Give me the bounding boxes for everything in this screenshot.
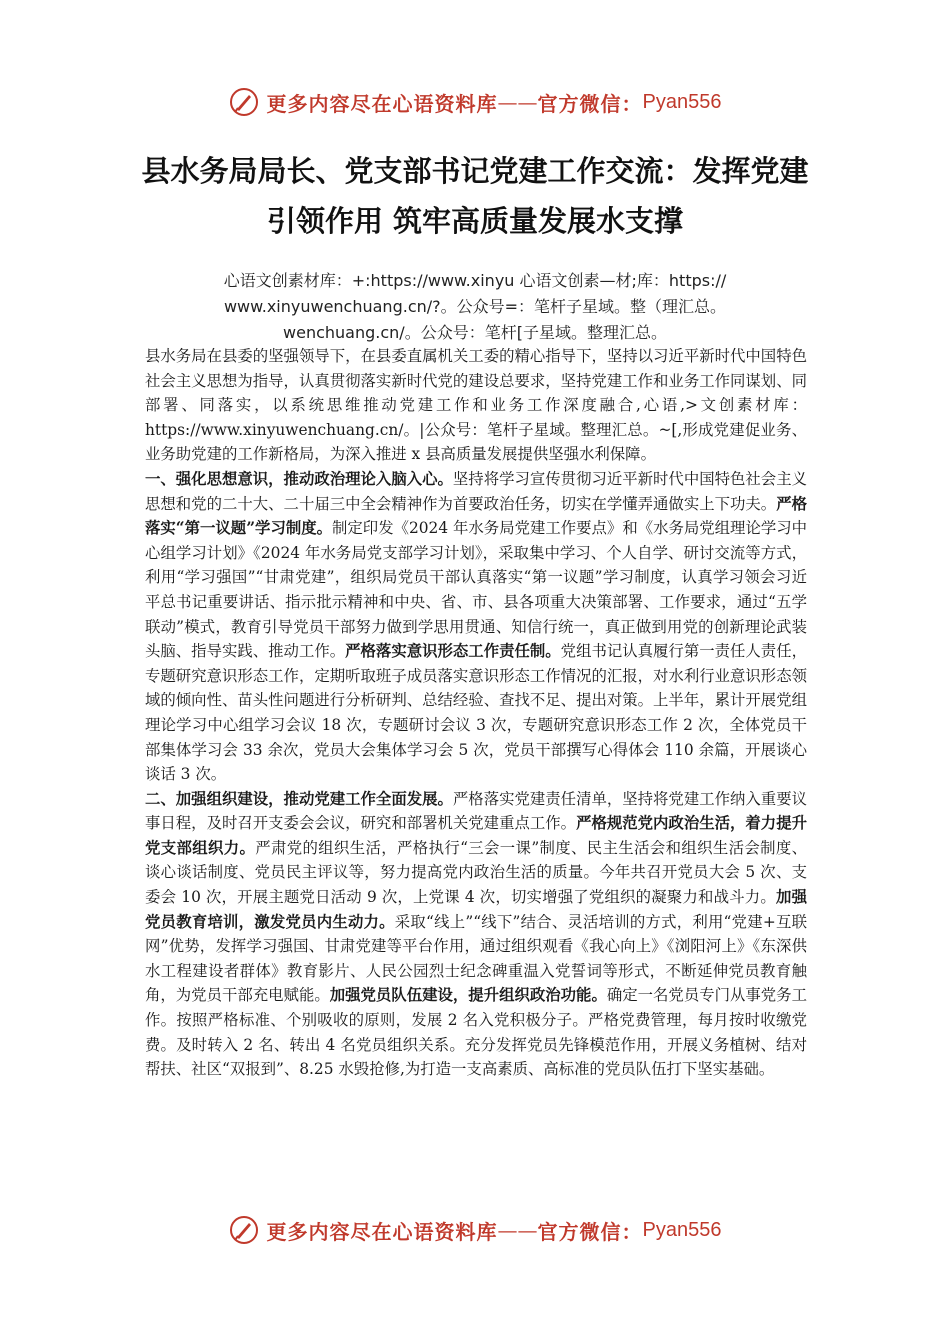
section-1-bold-2: 严格落实意识形态工作责任制。: [345, 642, 561, 661]
watermark-line-2: www.xinyuwenchuang.cn/?。公众号=：笔杆子星域。整（理汇总。: [223, 297, 727, 316]
watermark-text: [150, 268, 800, 346]
section-1-text-3: 党组书记认真履行第一责任人责任，专题研究意识形态工作，定期听取班子成员落实意识形态工作情况的汇报，对水利行业意识形态领域的倾向性、苗头性问题进行分析研判、总结经验、查找不足、提出对策。上半年，累计开展党组理论学习中心组学习会议 18 次，专题研讨会议 3 次，专题研究意识形态工作 2 次，全体党员干部集体学习会 33 余次，党员大会集体学习会 5 次，党员干部撰写心得体会 110 余篇，开展谈心谈话 3 次。: [145, 642, 807, 784]
header-banner: [0, 82, 950, 122]
intro-paragraph: 县水务局在县委的坚强领导下，在县委直属机关工委的精心指导下，坚持以习近平新时代中国特色社会主义思想为指导，认真贯彻落实新时代党的建设总要求，坚持党建工作和业务工作同谋划、同部署、同落实，以系统思维推动党建工作和业务工作深度融合,心语,>文创素材库：https://www.xinyuwenchuang.cn/。|公众号：笔杆子星域。整理汇总。~[,形成党建促业务、业务助党建的工作新格局，为深入推进 x 县高质量发展提供坚强水利保障。: [145, 347, 807, 464]
document-body: [145, 344, 807, 1082]
banner-handle: Pyan556: [642, 90, 722, 113]
banner-separator: ——: [497, 1218, 538, 1242]
section-2-bold-3: 加强党员队伍建设，提升组织政治功能。: [329, 986, 607, 1005]
section-1-heading: 一、强化思想意识，推动政治理论入脑入心。: [145, 469, 453, 488]
section-2-text-2: 严肃党的组织生活，严格执行“三会一课”制度、民主生活会和组织生活会制度、谈心谈话制度、党员民主评议等，努力提高党内政治生活的质量。今年共召开党员大会 5 次、支委会 10 次，开展主题党日活动 9 次，上党课 4 次，切实增强了党组织的凝聚力和战斗力。: [145, 838, 807, 907]
title-line-2: 引领作用 筑牢高质量发展水支撑: [266, 204, 684, 238]
section-2-bold-2: 加强党员教育培训，激发党员内生动力。: [145, 888, 807, 931]
section-2-heading: 二、加强组织建设，推动党建工作全面发展。: [145, 789, 453, 808]
section-1-bold-1: 严格落实“第一议题”学习制度。: [145, 494, 807, 538]
banner-brand: 更多内容尽在心语资料库: [266, 1219, 498, 1244]
watermark-line-1: 心语文创素材库：+:https://www.xinyu 心语文创素—材;库：https://: [223, 271, 727, 290]
section-2-bold-1: 严格规范党内政治生活，着力提升党支部组织力。: [145, 814, 807, 857]
section-1-text-2: 制定印发《2024 年水务局党建工作要点》和《水务局党组理论学习中心组学习计划》《2024 年水务局党支部学习计划》，采取集中学习、个人自学、研讨交流等方式，利用“学习强国”“甘肃党建”，组织局党员干部认真落实“第一议题”学习制度，认真学习领会习近平总书记重要讲话、指示批示精神和中央、省、市、县各项重大决策部署、工作要求，通过“五学联动”模式，教育引导党员干部努力做到学思用贯通、知信行统一，真正做到用党的创新理论武装头脑、指导实践、推动工作。: [145, 519, 808, 661]
footer-banner: [0, 1210, 950, 1250]
section-2-text-1: 严格落实党建责任清单，坚持将党建工作纳入重要议事日程，及时召开支委会会议，研究和部署机关党建重点工作。: [145, 789, 807, 833]
quill-logo-icon: [229, 1215, 259, 1245]
section-1-paragraph: [145, 467, 807, 787]
watermark-line-3: wenchuang.cn/。公众号：笔杆[子星域。整理汇总。: [283, 323, 667, 342]
section-2-text-3: 采取“线上”“线下”结合、灵活培训的方式，利用“党建+互联网”优势，发挥学习强国、甘肃党建等平台作用，通过组织观看《我心向上》《浏阳河上》《东深供水工程建设者群体》教育影片、人民公园烈士纪念碑重温入党誓词等形式，不断延伸党员教育触角，为党员干部充电赋能。: [145, 912, 807, 1005]
banner-wechat-label: 官方微信：: [537, 1219, 643, 1244]
banner-separator: ——: [497, 90, 538, 114]
title-line-1: 县水务局局长、党支部书记党建工作交流：发挥党建: [141, 154, 809, 188]
banner-wechat-label: 官方微信：: [537, 91, 643, 116]
section-2-paragraph: [145, 787, 807, 1082]
document-title: [120, 146, 830, 246]
banner-brand: 更多内容尽在心语资料库: [266, 91, 498, 116]
section-2-text-4: 确定一名党员专门从事党务工作。按照严格标准、个别吸收的原则，发展 2 名入党积极分子。严格党费管理，每月按时收缴党费。及时转入 2 名、转出 4 名党员组织关系。充分发挥党员先锋模范作用，开展义务植树、结对帮扶、社区“双报到”、8.25 水毁抢修,为打造一支高素质、高标准的党员队伍打下坚实基础。: [145, 986, 807, 1079]
quill-logo-icon: [229, 87, 259, 117]
section-1-text-1: 坚持将学习宣传贯彻习近平新时代中国特色社会主义思想和党的二十大、二十届三中全会精神作为首要政治任务，切实在学懂弄通做实上下功夫。: [145, 469, 807, 513]
banner-handle: Pyan556: [642, 1218, 722, 1241]
